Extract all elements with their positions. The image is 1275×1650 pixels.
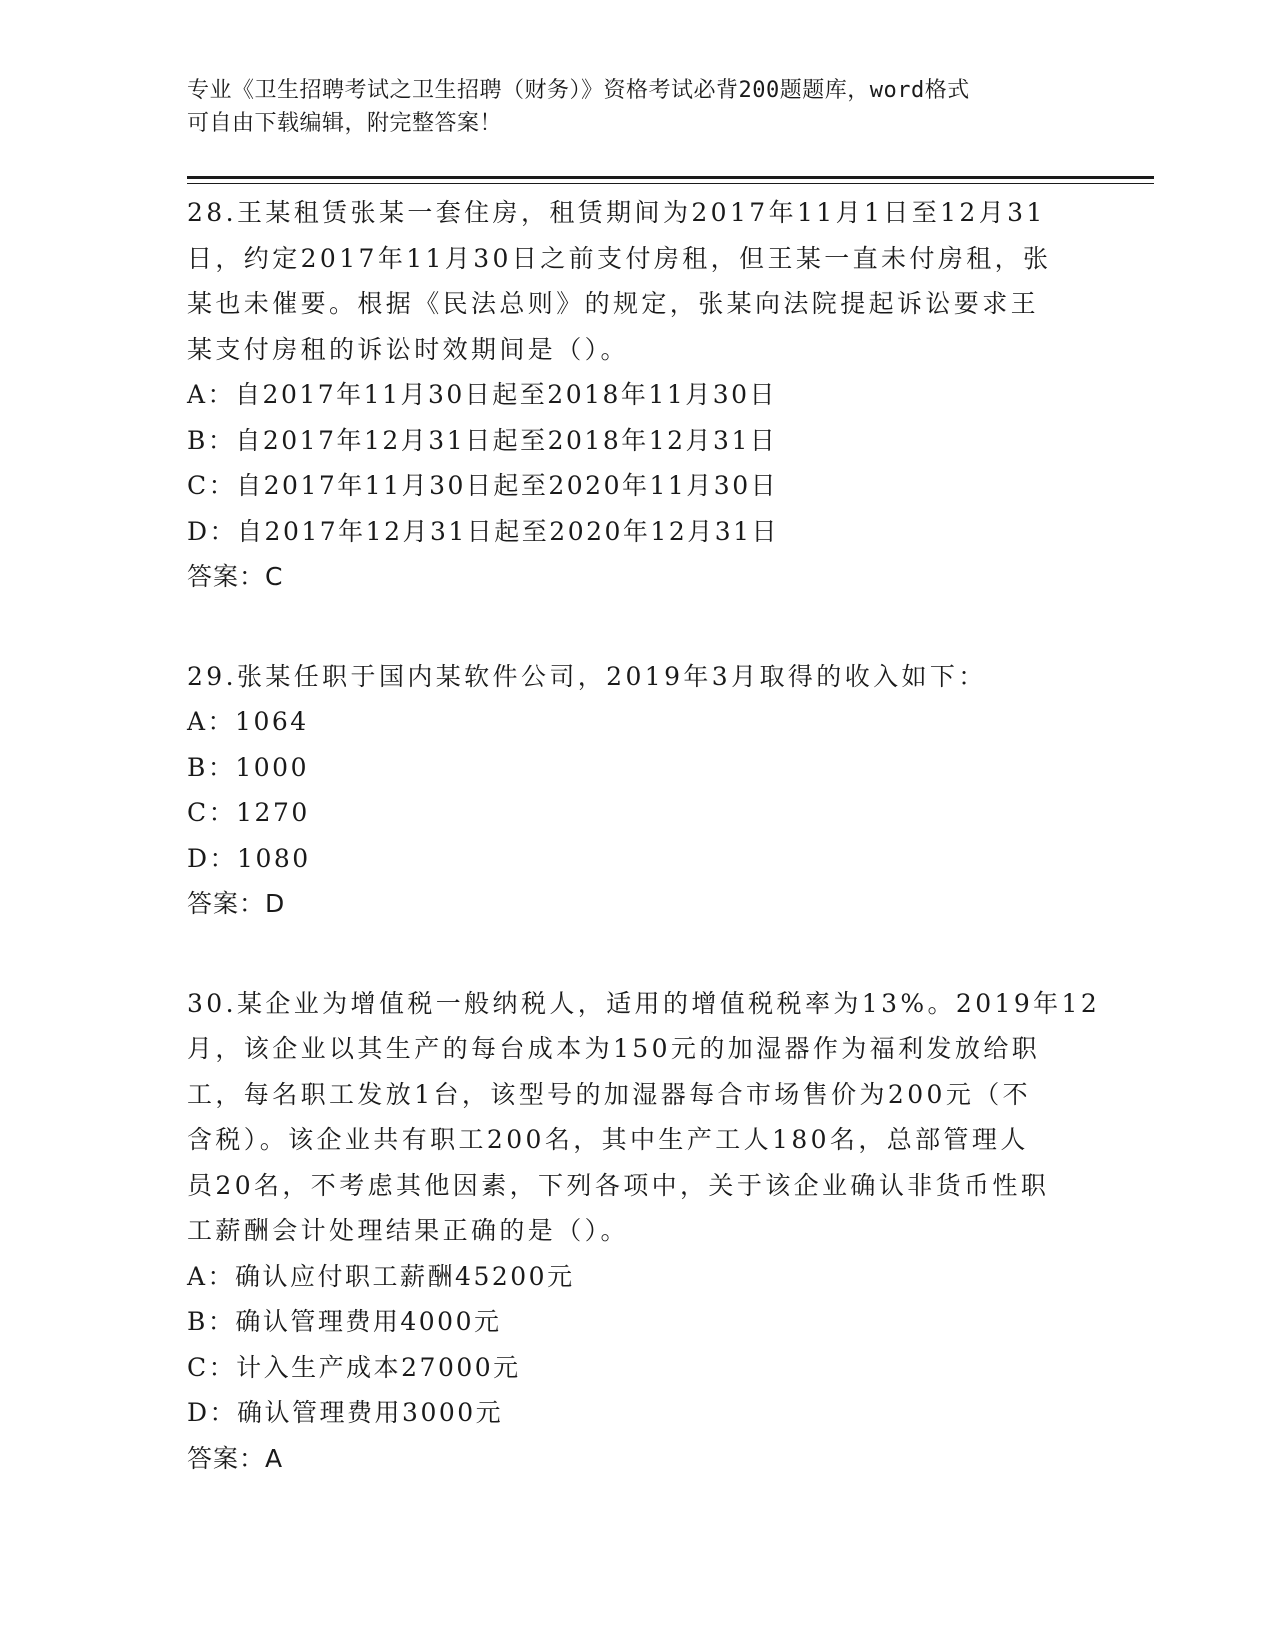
question-text-line: 员20名，不考虑其他因素，下列各项中，关于该企业确认非货币性职 <box>187 1170 1050 1200</box>
option-a: A：自2017年11月30日起至2018年11月30日 <box>187 380 778 409</box>
option-a: A：确认应付职工薪酬45200元 <box>187 1261 575 1291</box>
question-28 <box>187 190 1087 600</box>
question-text-line: 日，约定2017年11月30日之前支付房租，但王某一直未付房租，张 <box>187 243 1052 273</box>
answer-line: 答案：D <box>187 889 286 918</box>
document-header <box>187 74 1067 140</box>
question-text-line: 29.张某任职于国内某软件公司，2019年3月取得的收入如下： <box>187 661 987 691</box>
option-d: D：自2017年12月31日起至2020年12月31日 <box>187 516 780 546</box>
option-a: A：1064 <box>187 707 309 736</box>
option-c: C：1270 <box>187 798 310 827</box>
answer-line: 答案：C <box>187 562 284 591</box>
question-text-line: 30.某企业为增值税一般纳税人，适用的增值税税率为13%。2019年12 <box>187 988 1101 1018</box>
header-line: 专业《卫生招聘考试之卫生招聘（财务）》资格考试必背200题题库，word格式 <box>187 78 970 103</box>
question-text-line: 含税）。该企业共有职工200名，其中生产工人180名，总部管理人 <box>187 1125 1029 1154</box>
header-divider-thick <box>187 176 1154 179</box>
option-d: D：1080 <box>187 843 311 873</box>
question-text-line: 工，每名职工发放1台，该型号的加湿器每合市场售价为200元（不 <box>187 1079 1032 1109</box>
option-b: B：1000 <box>187 752 309 782</box>
question-text-line: 某支付房租的诉讼时效期间是（）。 <box>187 334 629 364</box>
option-c: C：自2017年11月30日起至2020年11月30日 <box>187 471 779 500</box>
question-29 <box>187 654 1087 927</box>
question-text-line: 工薪酬会计处理结果正确的是（）。 <box>187 1216 629 1245</box>
header-line: 可自由下载编辑，附完整答案！ <box>187 111 503 136</box>
option-b: B：自2017年12月31日起至2018年12月31日 <box>187 425 778 455</box>
answer-line: 答案：A <box>187 1443 284 1473</box>
question-text-line: 月，该企业以其生产的每台成本为150元的加湿器作为福利发放给职 <box>187 1034 1041 1063</box>
option-d: D：确认管理费用3000元 <box>187 1398 504 1427</box>
header-divider-thin <box>187 183 1154 184</box>
question-text-line: 某也未催要。根据《民法总则》的规定，张某向法院提起诉讼要求王 <box>187 289 1040 318</box>
option-b: B：确认管理费用4000元 <box>187 1307 502 1336</box>
question-list <box>187 190 1101 1535</box>
option-c: C：计入生产成本27000元 <box>187 1352 521 1382</box>
question-30 <box>187 981 1101 1482</box>
question-text-line: 28.王某租赁张某一套住房，租赁期间为2017年11月1日至12月31 <box>187 198 1046 227</box>
